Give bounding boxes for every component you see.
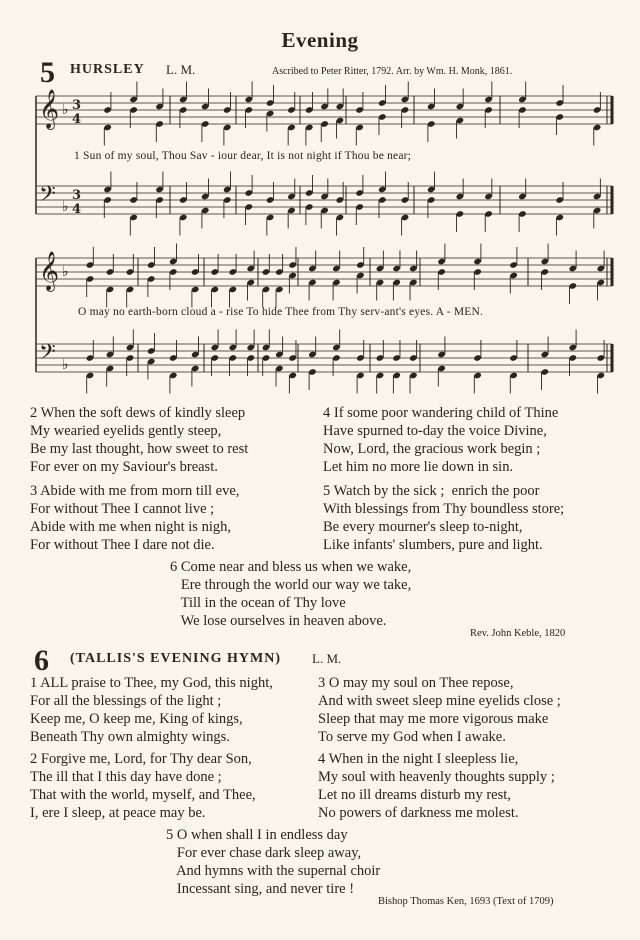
hymn-6-number: 6 <box>34 644 49 677</box>
hymn-5-verse-2: 2 When the soft dews of kindly sleep My wearied eyelids gently steep, Be my last thought, how sweet to rest For ever on my Saviour's breast. <box>30 405 249 475</box>
flat-sign: ♭ <box>62 357 69 373</box>
hymn-5-verse-3: 3 Abide with me from morn till eve, For without Thee I cannot live ; Abide with me when night is nigh, For without Thee I dare not die. <box>30 483 240 553</box>
hymn-5-verse-5: 5 Watch by the sick ; enrich the poor With blessings from Thy boundless store; Be every mourner's sleep to-night, Like infants' slumbers, pure and light. <box>323 483 565 553</box>
time-signature-bottom: 4 <box>72 202 82 217</box>
treble-clef: 𝄞 <box>39 251 60 291</box>
hymn-5-verse-4: 4 If some poor wandering child of Thine Have spurned to-day the voice Divine, Now, Lord, the gracious work begin ; Let him no more lie down in sin. <box>323 405 559 475</box>
flat-sign: ♭ <box>62 102 69 118</box>
bass-clef: 𝄢 <box>39 340 56 370</box>
time-signature-bottom: 4 <box>72 112 82 127</box>
hymn-6-author: Bishop Thomas Ken, 1693 (Text of 1709) <box>378 896 554 907</box>
treble-clef: 𝄞 <box>39 89 60 129</box>
time-signature-top: 3 <box>72 98 82 113</box>
hymn-6-verse-5: 5 O when shall I in endless day For ever chase dark sleep away, And hymns with the supernal choir Incessant sing, and never tire ! <box>166 827 381 897</box>
lyric-line-1: 1 Sun of my soul, Thou Sav - iour dear, It is not night if Thou be near; <box>74 150 412 162</box>
time-signature-top: 3 <box>72 188 82 203</box>
hymn-6-verse-4: 4 When in the night I sleepless lie, My soul with heavenly thoughts supply ; Let no ill dreams disturb my rest, No powers of darkness me molest. <box>318 751 555 821</box>
page-title: Evening <box>281 28 359 52</box>
hymn-5-tune-name: HURSLEY <box>70 62 145 77</box>
hymn-6-verse-2: 2 Forgive me, Lord, for Thy dear Son, The ill that I this day have done ; That with the world, myself, and Thee, I, ere I sleep, at peace may be. <box>30 751 256 821</box>
hymn-6-verse-1: 1 ALL praise to Thee, my God, this night, For all the blessings of the light ; Keep me, O keep me, King of kings, Beneath Thy own almighty wings. <box>30 675 273 745</box>
hymn-6-verse-3: 3 O may my soul on Thee repose, And with sweet sleep mine eyelids close ; Sleep that may me more vigorous make To serve my God when I awake. <box>318 675 561 745</box>
hymn-6-meter: L. M. <box>312 651 342 666</box>
hymn-5-author: Rev. John Keble, 1820 <box>470 628 566 639</box>
hymn-6-tune-name: (TALLIS'S EVENING HYMN) <box>70 651 281 666</box>
music-score <box>0 0 640 400</box>
hymn-5-verse-6: 6 Come near and bless us when we wake, Ere through the world our way we take, Till in the ocean of Thy love We lose ourselves in heaven above. <box>170 559 412 629</box>
hymn-5-attribution: Ascribed to Peter Ritter, 1792. Arr. by Wm. H. Monk, 1861. <box>272 66 513 77</box>
flat-sign: ♭ <box>62 199 69 215</box>
bass-clef: 𝄢 <box>39 182 56 212</box>
flat-sign: ♭ <box>62 264 69 280</box>
hymn-5-number: 5 <box>40 56 55 89</box>
hymn-5-meter: L. M. <box>166 62 196 77</box>
lyric-line-2: O may no earth-born cloud a - rise To hide Thee from Thy serv-ant's eyes. A - MEN. <box>78 306 484 318</box>
